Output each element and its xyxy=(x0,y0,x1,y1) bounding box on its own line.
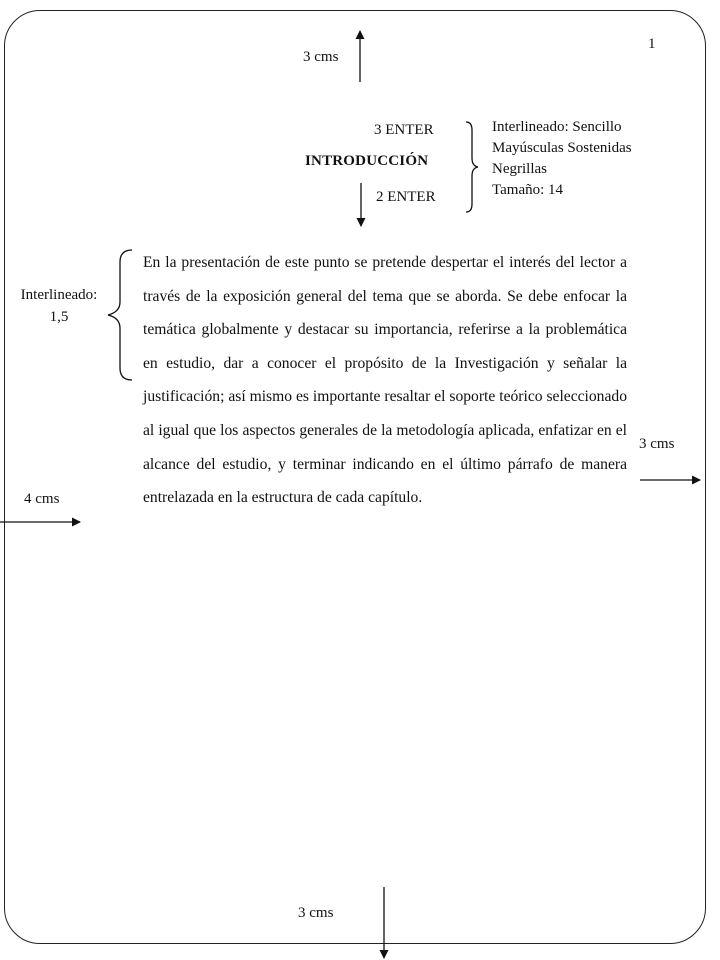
section-heading: INTRODUCCIÓN xyxy=(305,153,429,169)
heading-after-spacing-label: 2 ENTER xyxy=(376,189,436,205)
page-number: 1 xyxy=(648,36,656,52)
heading-before-spacing-label: 3 ENTER xyxy=(374,122,434,138)
introduction-paragraph: En la presentación de este punto se pretende despertar el interés del lector a través de la exposición general del tema que se aborda. Se debe enfocar la temática globalmente y destacar su importancia, referirse a la problemática en estudio, dar a conocer el propósito de la Investigación y señalar la justificación; así mismo es importante resaltar el soporte teórico seleccionado al igual que los aspectos generales de la metodología aplicada, enfatizar en el alcance del estudio, y terminar indicando en el último párrafo de manera entrelazada en la estructura de cada capítulo. xyxy=(143,254,627,507)
top-margin-label: 3 cms xyxy=(303,49,339,65)
body-line-spacing-note xyxy=(6,284,112,328)
bottom-margin-label: 3 cms xyxy=(298,905,334,921)
format-note-size: Tamaño: 14 xyxy=(492,182,564,198)
right-margin-label: 3 cms xyxy=(639,436,675,452)
format-note-line-spacing: Interlineado: Sencillo xyxy=(492,119,622,135)
format-note-bold: Negrillas xyxy=(492,161,547,177)
heading-format-notes xyxy=(492,117,632,201)
format-note-uppercase: Mayúsculas Sostenidas xyxy=(492,140,632,156)
body-line-spacing-title: Interlineado: xyxy=(20,287,98,303)
left-margin-label: 4 cms xyxy=(24,491,60,507)
body-line-spacing-value: 1,5 xyxy=(49,309,69,325)
